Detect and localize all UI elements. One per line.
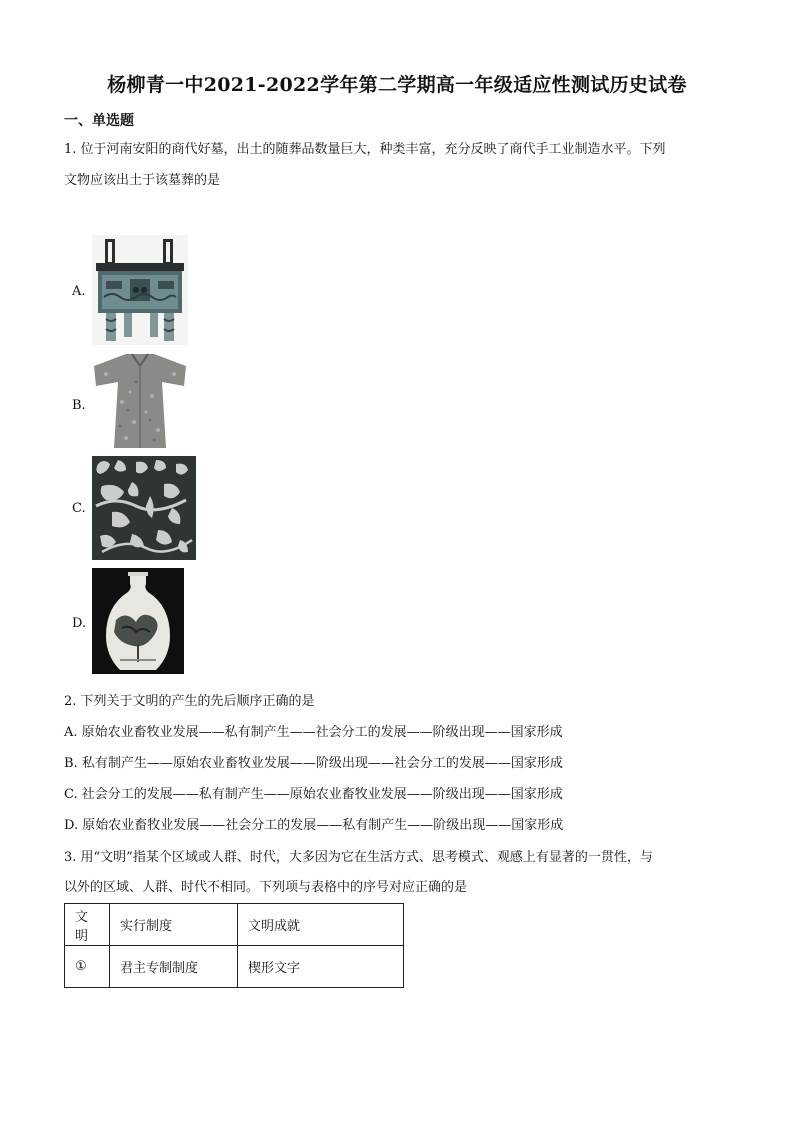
- stone-relief-image: [92, 456, 196, 560]
- option-c-label: C.: [72, 501, 86, 516]
- question-2-option-a: A. 原始农业畜牧业发展——私有制产生——社会分工的发展——阶级出现——国家形成: [64, 725, 563, 740]
- question-1-line-1: 1. 位于河南安阳的商代好墓，出土的随葬品数量巨大，种类丰富，充分反映了商代手工业制造水平。下列: [64, 142, 666, 157]
- table-cell: 君主专制制度: [110, 946, 238, 988]
- table-header-row: [65, 904, 404, 946]
- option-b-label: B.: [72, 398, 86, 413]
- silk-robe-image: [92, 352, 188, 450]
- question-2-option-c: C. 社会分工的发展——私有制产生——原始农业畜牧业发展——阶级出现——国家形成: [64, 787, 563, 802]
- question-1-line-2: 文物应该出土于该墓葬的是: [64, 173, 221, 188]
- question-2-option-b: B. 私有制产生——原始农业畜牧业发展——阶级出现——社会分工的发展——国家形成: [64, 756, 563, 771]
- table-header-cell: 实行制度: [110, 904, 238, 946]
- question-3-line-1: 3. 用“文明”指某个区域或人群、时代，大多因为它在生活方式、思考模式、观感上有显著的一贯性，与: [64, 850, 653, 865]
- table-cell: ①: [65, 946, 110, 988]
- question-3-line-2: 以外的区域、人群、时代不相同。下列项与表格中的序号对应正确的是: [64, 880, 468, 895]
- option-a-label: A.: [72, 284, 86, 299]
- table-header-cell: 文明: [65, 904, 110, 946]
- option-d-label: D.: [72, 616, 87, 631]
- page-title: 杨柳青一中2021-2022学年第二学期高一年级适应性测试历史试卷: [107, 74, 687, 96]
- section-heading: 一、单选题: [64, 113, 134, 129]
- question-2-stem: 2. 下列关于文明的产生的先后顺序正确的是: [64, 694, 315, 709]
- table-header-cell: 文明成就: [238, 904, 404, 946]
- civilization-table: [64, 903, 404, 988]
- table-row: [65, 946, 404, 988]
- question-2-option-d: D. 原始农业畜牧业发展——社会分工的发展——私有制产生——阶级出现——国家形成: [64, 818, 564, 833]
- porcelain-vase-image: [92, 568, 184, 674]
- bronze-ding-image: [92, 235, 188, 345]
- table-cell: 楔形文字: [238, 946, 404, 988]
